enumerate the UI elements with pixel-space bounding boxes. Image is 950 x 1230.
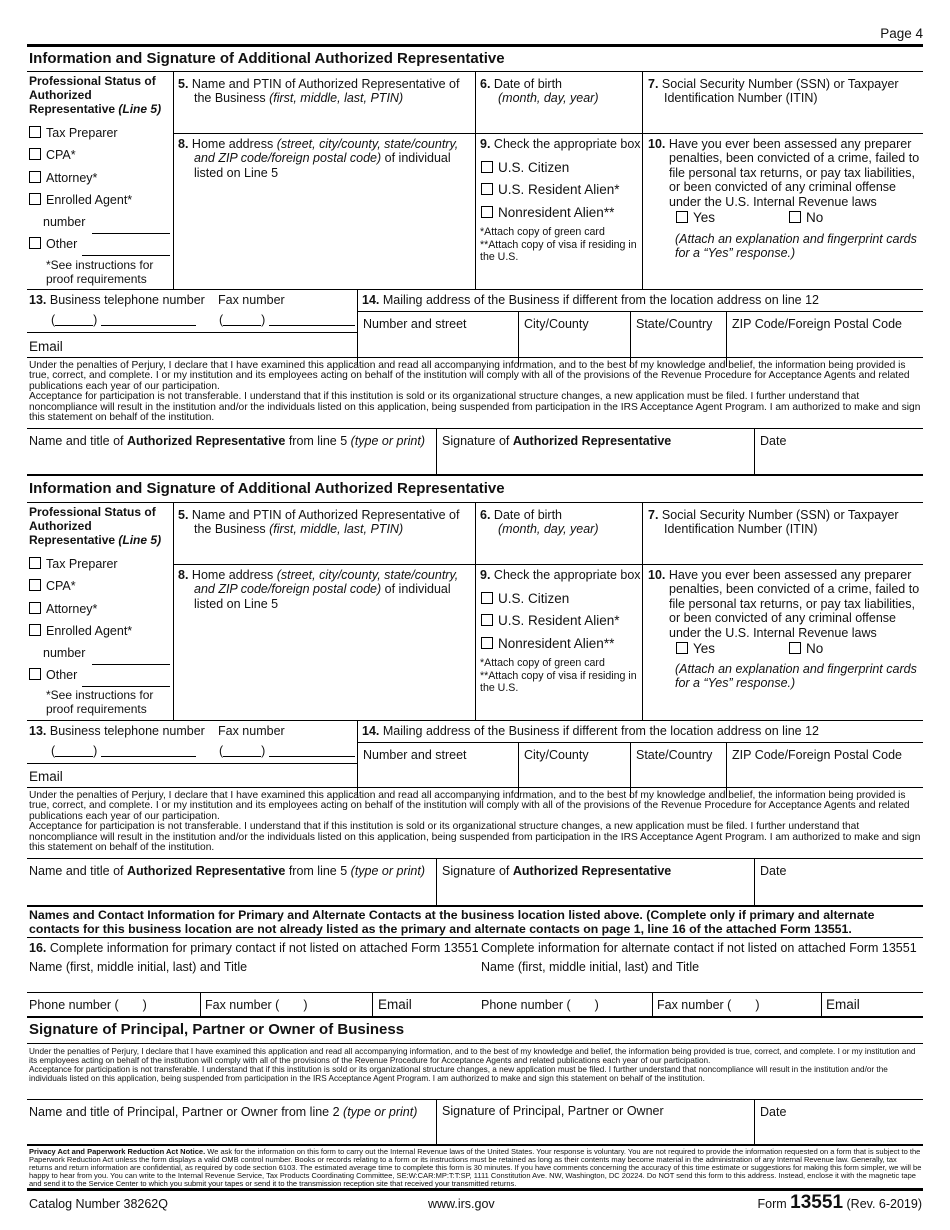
primary-fax[interactable]: Fax number ( ) <box>205 998 308 1012</box>
q8-label: 8. Home address (street, city/county, state/country, and ZIP code/foreign postal code) of individual listed on Line 5 <box>178 137 459 180</box>
checkbox-cpa[interactable]: CPA* <box>29 148 76 162</box>
checkbox-q10-yes[interactable]: Yes <box>676 210 715 226</box>
checkbox-other[interactable]: Other <box>29 237 77 251</box>
q9-label: 9. Check the appropriate box <box>480 568 641 582</box>
checkbox-tax-preparer[interactable]: Tax Preparer <box>29 126 118 140</box>
section-title: Information and Signature of Additional Authorized Representative <box>29 50 505 67</box>
alternate-email[interactable]: Email <box>826 997 860 1012</box>
prof-status-footnote: *See instructions for proof requirements <box>46 258 154 286</box>
other-input[interactable] <box>82 255 170 256</box>
checkbox-us-resident-alien[interactable]: U.S. Resident Alien* <box>481 182 620 198</box>
q10-label: 10. Have you ever been assessed any preparer penalties, been convicted of a crime, failed to file personal tax returns, or pay tax liabilities, or been convicted of any criminal offense under the U.S. Internal Revenue laws <box>648 137 920 209</box>
checkbox-us-citizen[interactable]: U.S. Citizen <box>481 160 569 176</box>
email-label: Email <box>29 339 63 354</box>
catalog-number: Catalog Number 38262Q <box>29 1197 168 1211</box>
rep-date-label: Date <box>760 434 787 448</box>
primary-email[interactable]: Email <box>378 997 412 1012</box>
mailing-zip-label: ZIP Code/Foreign Postal Code <box>732 317 903 331</box>
q9-notes: *Attach copy of green card **Attach copy of visa if residing in the U.S. <box>480 226 637 264</box>
q5-label: 5. Name and PTIN of Authorized Representative of the Business (first, middle, last, PTIN) <box>178 77 460 106</box>
checkbox-nonresident-alien[interactable]: Nonresident Alien** <box>481 205 614 221</box>
form-id: Form 13551 (Rev. 6-2019) <box>757 1192 922 1213</box>
q14-label: 14. Mailing address of the Business if different from the location address on line 12 <box>362 724 820 738</box>
checkbox-tax-preparer[interactable]: Tax Preparer <box>29 557 118 571</box>
primary-name-label: Name (first, middle initial, last) and Title <box>29 960 248 974</box>
checkbox-other[interactable]: Other <box>29 668 77 682</box>
fax-input[interactable]: ( ) <box>219 313 355 327</box>
checkbox-attorney[interactable]: Attorney* <box>29 171 97 185</box>
fax-label: Fax number <box>218 724 285 738</box>
phone-input[interactable]: ( ) <box>51 313 196 327</box>
alternate-contact-label: Complete information for alternate contact if not listed on attached Form 13551 <box>481 941 917 955</box>
mailing-city-label: City/County <box>524 748 589 762</box>
mailing-city-label: City/County <box>524 317 589 331</box>
irs-website: www.irs.gov <box>428 1197 495 1211</box>
alternate-fax[interactable]: Fax number ( ) <box>657 998 760 1012</box>
q13-label: 13. Business telephone number <box>29 293 205 307</box>
prof-status-heading: Professional Status of Authorized Representative (Line 5) <box>29 74 162 116</box>
checkbox-us-citizen[interactable]: U.S. Citizen <box>481 591 569 607</box>
prof-status-heading: Professional Status of Authorized Representative (Line 5) <box>29 505 162 547</box>
fax-input[interactable]: ( ) <box>219 744 355 758</box>
mailing-zip-label: ZIP Code/Foreign Postal Code <box>732 748 903 762</box>
phone-input[interactable]: ( ) <box>51 744 196 758</box>
checkbox-q10-yes[interactable]: Yes <box>676 641 715 657</box>
prof-status-footnote: *See instructions for proof requirements <box>46 688 154 716</box>
q10-note: (Attach an explanation and fingerprint cards for a “Yes” response.) <box>675 662 917 691</box>
checkbox-enrolled-agent[interactable]: Enrolled Agent* <box>29 624 132 638</box>
q5-label: 5. Name and PTIN of Authorized Representative of the Business (first, middle, last, PTIN) <box>178 508 460 537</box>
primary-phone[interactable]: Phone number ( ) <box>29 998 147 1012</box>
rep-date-label: Date <box>760 864 787 878</box>
page-number: Page 4 <box>880 26 923 41</box>
principal-date-label: Date <box>760 1105 787 1119</box>
perjury-statement: Under the penalties of Perjury, I declare that I have examined this application and read all accompanying information, and to the best of my knowledge and belief, the information being provided is true, correct, and complete. I or my institution and its employees acting on behalf of the institution will comply with all of the provisions of the Revenue Procedure for Acceptance Agents and related publications each year of our participation. Acceptance for participation is not transferable. I understand that if this institution is sold or its organizational structure changes, a new application must be filed. I further understand that noncompliance will result in the institution and/or the individuals listed on this application, being suspended from participation in the IRS Acceptance Agent Program. I am authorized to make and sign this statement on behalf of the institution. <box>29 360 921 424</box>
principal-title: Signature of Principal, Partner or Owner of Business <box>29 1021 405 1038</box>
q6-label: 6. Date of birth (month, day, year) <box>480 77 599 106</box>
perjury-statement: Under the penalties of Perjury, I declare that I have examined this application and read all accompanying information, and to the best of my knowledge and belief, the information being provided is true, correct, and complete. I or my institution and its employees acting on behalf of the institution will comply with all of the provisions of the Revenue Procedure for Acceptance Agents and related publications each year of our participation. Acceptance for participation is not transferable. I understand that if this institution is sold or its organizational structure changes, a new application must be filed. I further understand that noncompliance will result in the institution and/or the individuals listed on this application, being suspended from participation in the IRS Acceptance Agent Program. I am authorized to make and sign this statement on behalf of the institution. <box>29 790 921 854</box>
q10-note: (Attach an explanation and fingerprint cards for a “Yes” response.) <box>675 232 917 261</box>
alternate-name-label: Name (first, middle initial, last) and Title <box>481 960 700 974</box>
enrolled-agent-number-input[interactable] <box>92 664 170 665</box>
enrolled-agent-number-label: number <box>43 215 86 229</box>
q8-label: 8. Home address (street, city/county, state/country, and ZIP code/foreign postal code) of individual listed on Line 5 <box>178 568 459 611</box>
section-title: Information and Signature of Additional Authorized Representative <box>29 480 505 497</box>
q7-label: 7. Social Security Number (SSN) or Taxpayer Identification Number (ITIN) <box>648 508 899 537</box>
enrolled-agent-number-input[interactable] <box>92 233 170 234</box>
rep-name-title-label: Name and title of Authorized Representative from line 5 (type or print) <box>29 864 425 878</box>
q9-label: 9. Check the appropriate box <box>480 137 641 151</box>
contacts-heading: Names and Contact Information for Primary and Alternate Contacts at the business location listed above. (Complete only if primary and alternate contacts for this business location are not already listed as the primary and alternate contacts on page 1, line 16 of the attached Form 13551. <box>29 908 875 937</box>
mailing-street-label: Number and street <box>363 748 467 762</box>
rep-signature-label: Signature of Authorized Representative <box>442 864 672 878</box>
mailing-street-label: Number and street <box>363 317 467 331</box>
privacy-notice: Privacy Act and Paperwork Reduction Act Notice. We ask for the information on this form to carry out the Internal Revenue laws of the United States. Your response is voluntary. You are not required to provide the information requested on a form that is subject to the Paperwork Reduction Act unless the form displays a valid OMB control number. Books or records relating to a form or its instructions must be retained as long as their contents may become material in the administration of any Internal Revenue law. Generally, tax returns and return information are confidential, as required by code section 6103. The estimated average time to complete this form is 30 minutes. If you have comments concerning the accuracy of this time estimate or suggestions for making this form simpler, we will be happy to hear from you. You can write to the Internal Revenue Service, Tax Products Coordinating Committee, SE:W:CAR:MP:T:T:SP, 1111 Constitution Ave. NW, Washington, DC 20224. Do NOT send this form to this address. Instead, enclose it with the magnetic tape and send it to the Service Center to which you submit your tapes or send it to the transmission reception site that received your transmitted returns. <box>29 1147 922 1188</box>
checkbox-q10-no[interactable]: No <box>789 210 823 226</box>
mailing-state-label: State/Country <box>636 317 713 331</box>
email-label: Email <box>29 769 63 784</box>
q6-label: 6. Date of birth (month, day, year) <box>480 508 599 537</box>
mailing-state-label: State/Country <box>636 748 713 762</box>
checkbox-q10-no[interactable]: No <box>789 641 823 657</box>
principal-perjury-statement: Under the penalties of Perjury, I declare that I have examined this application and read all accompanying information, and to the best of my knowledge and belief, the information being provided is true, correct, and complete. I or my institution and its employees acting on behalf of the institution will comply with all of the provisions of the Revenue Procedure for Acceptance Agents and related publications each year of our participation. Acceptance for participation is not transferable. I understand that if this institution is sold or its organizational structure changes, a new application must be filed. I further understand that noncompliance will result in the institution and/or the individuals listed on this application, being suspended from participation in the IRS Acceptance Agent Program. I am authorized to make and sign this statement on behalf of the institution. <box>29 1047 916 1083</box>
q14-label: 14. Mailing address of the Business if different from the location address on line 12 <box>362 293 820 307</box>
q7-label: 7. Social Security Number (SSN) or Taxpayer Identification Number (ITIN) <box>648 77 899 106</box>
primary-contact-label: 16. Complete information for primary contact if not listed on attached Form 13551 <box>29 941 479 955</box>
checkbox-enrolled-agent[interactable]: Enrolled Agent* <box>29 193 132 207</box>
enrolled-agent-number-label: number <box>43 646 86 660</box>
rep-signature-label: Signature of Authorized Representative <box>442 434 672 448</box>
checkbox-attorney[interactable]: Attorney* <box>29 602 97 616</box>
fax-label: Fax number <box>218 293 285 307</box>
alternate-phone[interactable]: Phone number ( ) <box>481 998 599 1012</box>
q9-notes: *Attach copy of green card **Attach copy of visa if residing in the U.S. <box>480 657 637 695</box>
checkbox-us-resident-alien[interactable]: U.S. Resident Alien* <box>481 613 620 629</box>
principal-signature-label: Signature of Principal, Partner or Owner <box>442 1104 664 1118</box>
top-rule <box>27 44 923 47</box>
other-input[interactable] <box>82 686 170 687</box>
rep-name-title-label: Name and title of Authorized Representative from line 5 (type or print) <box>29 434 425 448</box>
q13-label: 13. Business telephone number <box>29 724 205 738</box>
principal-name-label: Name and title of Principal, Partner or Owner from line 2 (type or print) <box>29 1105 418 1119</box>
q10-label: 10. Have you ever been assessed any preparer penalties, been convicted of a crime, failed to file personal tax returns, or pay tax liabilities, or been convicted of any criminal offense under the U.S. Internal Revenue laws <box>648 568 920 640</box>
checkbox-cpa[interactable]: CPA* <box>29 579 76 593</box>
checkbox-nonresident-alien[interactable]: Nonresident Alien** <box>481 636 614 652</box>
